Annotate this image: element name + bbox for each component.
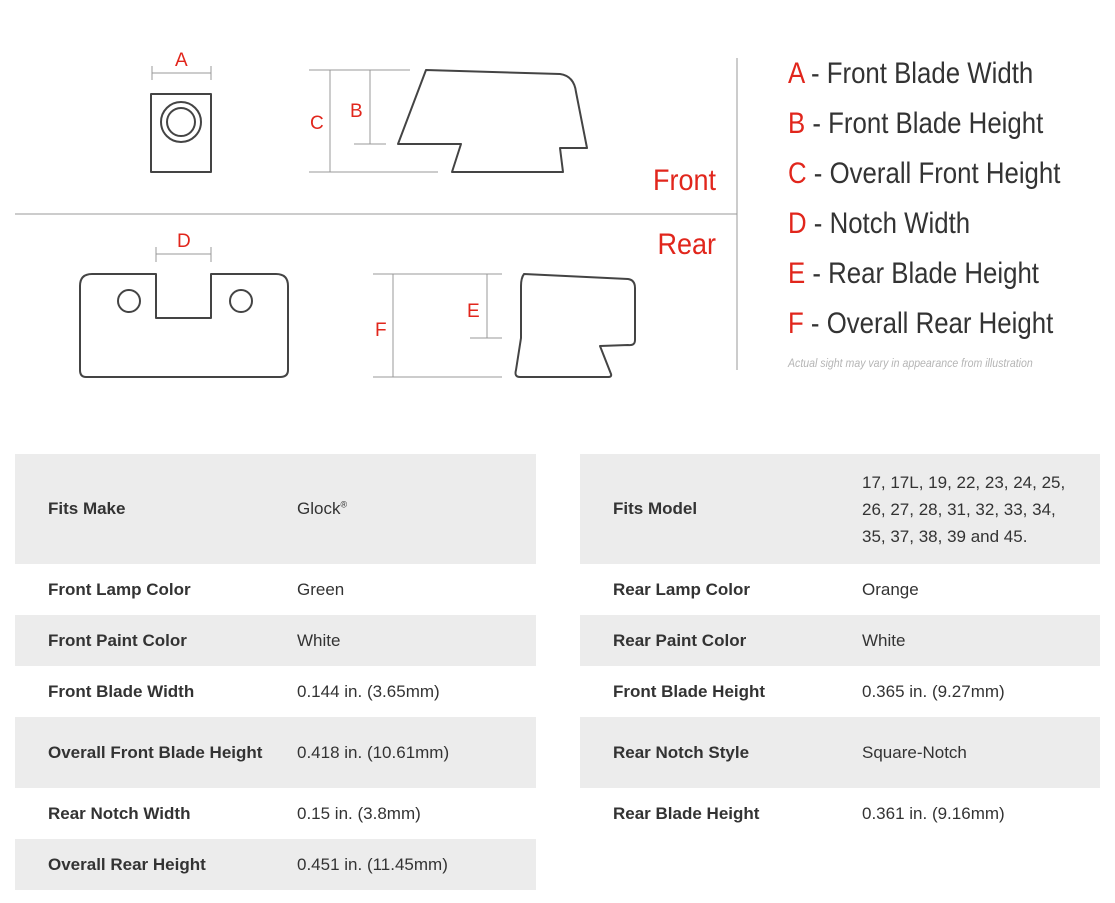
table-row bbox=[15, 717, 536, 788]
dim-d-label: D bbox=[177, 231, 191, 252]
table-row bbox=[580, 666, 1100, 717]
rear-section-label: Rear bbox=[657, 228, 716, 261]
spec-value: Green bbox=[297, 579, 345, 599]
spec-value: Orange bbox=[862, 579, 919, 599]
specs-table-right bbox=[580, 454, 1100, 839]
table-row bbox=[580, 454, 1100, 564]
dim-c-label: C bbox=[310, 113, 324, 134]
table-row bbox=[580, 564, 1100, 615]
dimension-legend bbox=[788, 54, 1108, 354]
spec-label: Fits Model bbox=[580, 454, 830, 564]
spec-label: Overall Front Blade Height bbox=[15, 717, 265, 788]
front-sight-lamp-inner bbox=[167, 108, 195, 136]
legend-item-e: E - Rear Blade Height bbox=[788, 257, 1039, 290]
spec-label: Front Blade Width bbox=[48, 681, 195, 701]
spec-label: Rear Blade Height bbox=[613, 803, 760, 823]
spec-value: 0.418 in. (10.61mm) bbox=[265, 717, 536, 788]
front-sight-front-view bbox=[151, 94, 211, 172]
spec-label: Front Paint Color bbox=[15, 615, 265, 666]
dim-e-label: E bbox=[467, 301, 480, 322]
legend-item-f: F - Overall Rear Height bbox=[788, 307, 1054, 340]
table-row bbox=[580, 615, 1100, 666]
table-row bbox=[580, 788, 1100, 839]
table-row bbox=[15, 615, 536, 666]
spec-label: Front Lamp Color bbox=[48, 579, 191, 599]
dim-b-label: B bbox=[350, 101, 363, 122]
spec-label: Overall Rear Height bbox=[15, 839, 265, 890]
illustration-disclaimer: Actual sight may vary in appearance from illustration bbox=[788, 356, 1033, 370]
spec-label: Rear Notch Style bbox=[580, 717, 830, 788]
front-section-label: Front bbox=[652, 164, 716, 197]
spec-value: 0.144 in. (3.65mm) bbox=[297, 681, 440, 701]
rear-sight-side-view bbox=[516, 274, 636, 377]
spec-label: Front Blade Height bbox=[613, 681, 766, 701]
rear-sight-lamp-left bbox=[118, 290, 140, 312]
spec-value: 0.365 in. (9.27mm) bbox=[862, 681, 1005, 701]
registered-mark: ® bbox=[340, 499, 348, 510]
legend-item-b: B - Front Blade Height bbox=[788, 107, 1044, 140]
spec-value: Glock® bbox=[265, 454, 536, 564]
spec-value: Square-Notch bbox=[830, 717, 1100, 788]
legend-item-a: A - Front Blade Width bbox=[788, 57, 1034, 90]
rear-sight-lamp-right bbox=[230, 290, 252, 312]
rear-sight-front-view bbox=[80, 274, 288, 377]
spec-label: Rear Lamp Color bbox=[613, 579, 750, 599]
legend-item-c: C - Overall Front Height bbox=[788, 157, 1061, 190]
spec-label: Rear Notch Width bbox=[48, 803, 191, 823]
spec-value: White bbox=[830, 615, 1100, 666]
spec-value: 17, 17L, 19, 22, 23, 24, 25, 26, 27, 28, 31, 32, 33, 34, 35, 37, 38, 39 and 45. bbox=[830, 454, 1100, 564]
spec-label: Rear Paint Color bbox=[580, 615, 830, 666]
table-row bbox=[580, 717, 1100, 788]
table-row bbox=[15, 666, 536, 717]
table-row bbox=[15, 564, 536, 615]
table-row bbox=[15, 454, 536, 564]
specs-table-left bbox=[15, 454, 536, 890]
spec-value: 0.361 in. (9.16mm) bbox=[862, 803, 1005, 823]
dim-a-label: A bbox=[175, 50, 188, 71]
front-sight-side-view bbox=[398, 70, 587, 172]
legend-item-d: D - Notch Width bbox=[788, 207, 971, 240]
spec-value: White bbox=[265, 615, 536, 666]
spec-label: Fits Make bbox=[15, 454, 265, 564]
spec-value: 0.15 in. (3.8mm) bbox=[297, 803, 421, 823]
spec-value: 0.451 in. (11.45mm) bbox=[265, 839, 536, 890]
table-row bbox=[15, 788, 536, 839]
dim-f-label: F bbox=[375, 320, 387, 341]
table-row bbox=[15, 839, 536, 890]
